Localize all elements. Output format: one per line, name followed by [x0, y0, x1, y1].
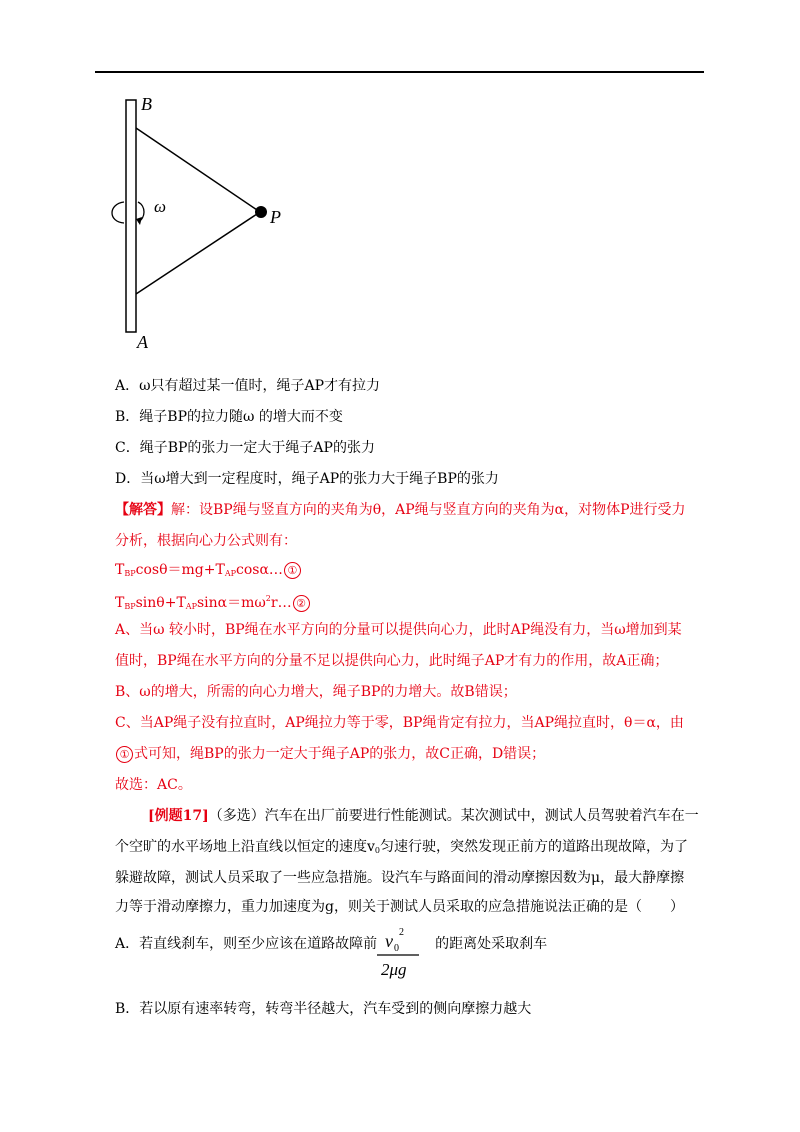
svg-text:2μg: 2μg: [381, 960, 407, 979]
svg-text:0: 0: [394, 943, 399, 954]
rope-ap: [136, 212, 260, 294]
equation-2: $T_{BP}\sin\theta+T_{AP}\sin\alpha=m\omega^2r\dots$ ②: [115, 589, 311, 617]
rotating-rod-figure: [110, 90, 300, 350]
option-b: B．绳子BP的拉力随ω 的增大而不变: [115, 409, 343, 425]
answer-tag: 【解答】: [115, 502, 171, 518]
answer-choice: 故选：AC。: [115, 777, 192, 793]
label-b: B: [141, 94, 152, 114]
q17-tag: [例题17]: [148, 808, 209, 824]
answer-intro-2: 分析，根据向心力公式则有：: [115, 533, 297, 549]
answer-c-line-1: C、当AP绳子没有拉直时，AP绳拉力等于零，BP绳肯定有拉力，当AP绳拉直时，θ＝α，由: [115, 715, 684, 731]
q17-option-b: B．若以原有速率转弯，转弯半径越大，汽车受到的侧向摩擦力越大: [115, 1001, 532, 1017]
q17-line-4: 力等于滑动摩擦力，重力加速度为g，则关于测试人员采取的应急措施说法正确的是（ ）: [115, 899, 684, 915]
q17-option-a: A．若直线刹车，则至少应该在道路故障前 的距离处采取刹车: [115, 936, 548, 952]
circled-2: ②: [293, 595, 310, 612]
q17-line-2: 个空旷的水平场地上沿直线以恒定的速度$v_0$匀速行驶，突然发现正前方的道路出现故障，为了: [115, 839, 689, 855]
equation-1: $T_{BP}\cos\theta=mg+T_{AP}\cos\alpha\dots$ ①: [115, 560, 302, 584]
vertical-rod: [126, 100, 136, 332]
q17-line-3: 躲避故障，测试人员采取了一些应急措施。设汽车与路面间的滑动摩擦因数为μ，最大静摩擦: [115, 870, 685, 886]
fraction-v0sq-over-2mug: [375, 922, 423, 984]
circled-1-ref: ①: [116, 746, 133, 763]
answer-b-line: B、ω的增大，所需的向心力增大，绳子BP的力增大。故B错误；: [115, 684, 517, 700]
answer-c-line-2: ① 式可知，绳BP的张力一定大于绳子AP的张力，故C正确，D错误；: [115, 744, 545, 764]
option-a: A．ω只有超过某一值时，绳子AP才有拉力: [115, 378, 381, 394]
label-a: A: [137, 332, 148, 350]
header-rule: [95, 71, 704, 73]
answer-a-line-2: 值时，BP绳在水平方向的分量不足以提供向心力，此时绳子AP才有力的作用，故A正确；: [115, 653, 669, 669]
ball-p: [255, 206, 267, 218]
answer-a-line-1: A、当ω 较小时，BP绳在水平方向的分量可以提供向心力，此时AP绳没有力，当ω增加到某: [115, 622, 682, 638]
svg-text:v: v: [385, 931, 393, 951]
svg-text:2: 2: [399, 927, 404, 938]
answer-intro-1: [115, 500, 686, 520]
option-c: C．绳子BP的张力一定大于绳子AP的张力: [115, 440, 375, 456]
label-omega: ω: [154, 197, 167, 216]
label-p: P: [270, 207, 281, 227]
circled-1: ①: [284, 562, 301, 579]
option-d: D．当ω增大到一定程度时，绳子AP的张力大于绳子BP的张力: [115, 471, 499, 487]
arrow-head-icon: [136, 217, 142, 225]
answer-intro-text: 解：设BP绳与竖直方向的夹角为θ，AP绳与竖直方向的夹角为α，对物体P进行受力: [171, 502, 686, 518]
q17-line-1: [例题17]（多选）汽车在出厂前要进行性能测试。某次测试中，测试人员驾驶着汽车在一: [148, 808, 699, 824]
